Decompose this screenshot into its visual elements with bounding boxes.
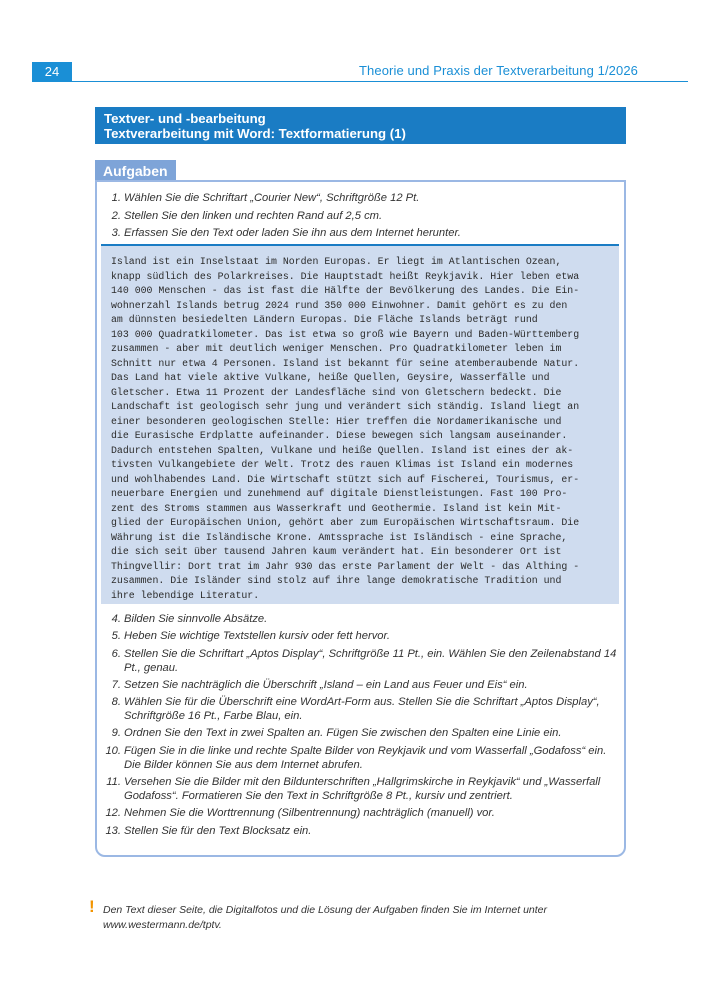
source-text-line: Dadurch entstehen Spalten, Vulkane und heiße Quellen. Island ist eines der ak- <box>111 444 574 456</box>
source-text-line: zusammen - aber mit deutlich weniger Menschen. Pro Quadratkilometer leben im <box>111 343 562 354</box>
task-item <box>97 695 617 723</box>
section-title <box>95 107 626 144</box>
task-text: Wählen Sie für die Überschrift eine WordArt-Form aus. Stellen Sie die Schriftart „Aptos Display“, Schriftgröße 16 Pt., Farbe Blau, ein. <box>124 696 600 723</box>
source-text-line: neuerbare Energien und zunehmend auf digitale Dienstleistungen. Fast 100 Pro- <box>111 488 568 499</box>
source-text-line: am dünnsten besiedelten Ländern Europas. Die Fläche Islands beträgt rund <box>111 314 538 325</box>
task-number: 12. <box>105 807 121 820</box>
footnote <box>89 897 553 932</box>
task-text: Stellen Sie den linken und rechten Rand auf 2,5 cm. <box>124 209 383 222</box>
source-text-line: glied der Europäischen Union, gehört aber zum Europäischen Wirtschaftsraum. Die <box>111 517 580 528</box>
task-text: Ordnen Sie den Text in zwei Spalten an. Fügen Sie zwischen den Spalten eine Linie ein. <box>124 727 562 740</box>
page-number: 24 <box>32 62 72 82</box>
task-list-bottom <box>97 612 617 841</box>
task-item <box>97 678 617 692</box>
footnote-text: Den Text dieser Seite, die Digitalfotos und die Lösung der Aufgaben finden Sie im Internet unter www.westermann.de/tptv. <box>103 904 548 931</box>
source-text-line: wohnerzahl Islands betrug 2024 rund 350 000 Einwohner. Damit gehört es zu den <box>111 299 568 311</box>
source-text-line: Währung ist die Isländische Krone. Amtssprache ist Isländisch - eine Sprache, <box>111 531 568 543</box>
task-text: Wählen Sie die Schriftart „Courier New“, Schriftgröße 12 Pt. <box>124 192 420 204</box>
source-text-line: ihre lebendige Literatur. <box>111 589 260 601</box>
source-text-line: knapp südlich des Polarkreises. Die Hauptstadt heißt Reykjavik. Hier leben etwa <box>111 270 580 282</box>
task-text: Erfassen Sie den Text oder laden Sie ihn aus dem Internet herunter. <box>124 227 461 239</box>
source-text-line: Das Land hat viele aktive Vulkane, heiße Quellen, Geysire, Wasserfälle und <box>111 372 550 383</box>
task-number: 7. <box>111 678 121 691</box>
task-item <box>97 190 617 208</box>
task-text: Nehmen Sie die Worttrennung (Silbentrennung) nachträglich (manuell) vor. <box>124 807 495 820</box>
task-item <box>97 775 617 803</box>
task-text: Setzen Sie nachträglich die Überschrift „Island – ein Land aus Feuer und Eis“ ein. <box>124 678 528 691</box>
tasks-label: Aufgaben <box>95 160 176 182</box>
task-number: 2. <box>111 209 121 222</box>
task-text: Stellen Sie die Schriftart „Aptos Display“, Schriftgröße 11 Pt., ein. Wählen Sie den Zeilenabstand 14 Pt., genau. <box>124 647 617 674</box>
task-list-top <box>97 190 617 243</box>
task-number: 8. <box>111 696 121 709</box>
running-title: Theorie und Praxis der Textverarbeitung 1/2026 <box>359 63 638 78</box>
source-text-line: tivsten Vulkangebiete der Welt. Trotz des rauen Klimas ist Island ein modernes <box>111 459 574 470</box>
task-item <box>97 806 617 820</box>
task-number: 1. <box>111 192 121 204</box>
source-text-line: einer besonderen geologischen Stelle: Hier treffen die Nordamerikanische und <box>111 415 562 427</box>
task-number: 3. <box>111 227 121 239</box>
source-text-line: Schnitt nur etwa 4 Personen. Island ist bekannt für seine atemberaubende Natur. <box>111 357 580 369</box>
source-text-panel <box>101 244 619 604</box>
task-item <box>97 824 617 838</box>
source-text-line: Thingvellir: Dort trat im Jahr 930 das erste Parlament der Welt - das Althing - <box>111 560 580 572</box>
source-text-line: zusammen. Die Isländer sind stolz auf ihre lange demokratische Tradition und <box>111 575 562 586</box>
source-text-line: 140 000 Menschen - das ist fast die Hälfte der Bevölkerung des Landes. Die Ein- <box>111 285 580 296</box>
task-text: Versehen Sie die Bilder mit den Bildunterschriften „Hallgrimskirche in Reykjavik“ und „Wasserfall Godafoss“. Formatieren Sie den Text in Schriftgröße 8 Pt., kursiv und zentriert. <box>124 776 601 803</box>
task-item <box>97 612 617 626</box>
task-number: 4. <box>111 613 121 625</box>
task-text: Bilden Sie sinnvolle Absätze. <box>124 613 268 625</box>
source-text-line: die sich seit über tausend Jahren kaum verändert hat. Ein besonderer Ort ist <box>111 546 562 557</box>
tasks-box <box>95 180 626 857</box>
task-text: Heben Sie wichtige Textstellen kursiv oder fett hervor. <box>124 630 390 643</box>
task-item <box>97 225 617 243</box>
task-text: Fügen Sie in die linke und rechte Spalte Bilder von Reykjavik und vom Wasserfall „Godafoss“ ein. Die Bilder können Sie aus dem Internet abrufen. <box>124 744 607 771</box>
task-number: 5. <box>111 630 121 643</box>
task-item <box>97 726 617 740</box>
section-title-line-1: Textver- und -bearbeitung <box>104 111 266 126</box>
task-number: 10. <box>105 744 121 757</box>
task-item <box>97 744 617 772</box>
source-text-line: Island ist ein Inselstaat im Norden Europas. Er liegt im Atlantischen Ozean, <box>111 256 562 267</box>
task-item <box>97 208 617 226</box>
task-item <box>97 629 617 643</box>
task-text: Stellen Sie für den Text Blocksatz ein. <box>124 824 312 837</box>
source-text-line: und wohlhabendes Land. Die Wirtschaft stützt sich auf Fischerei, Tourismus, er- <box>111 473 580 485</box>
source-text-line: Landschaft ist geologisch sehr jung und verändert sich ständig. Island liegt an <box>111 401 580 412</box>
task-number: 6. <box>111 647 121 660</box>
task-number: 11. <box>106 776 121 789</box>
section-title-line-2: Textverarbeitung mit Word: Textformatierung (1) <box>104 126 406 141</box>
exclamation-icon: ! <box>89 897 95 916</box>
source-text-line: Gletscher. Etwa 11 Prozent der Landesfläche sind von Gletschern bedeckt. Die <box>111 386 562 398</box>
header-rule <box>72 81 688 82</box>
task-item <box>97 647 617 675</box>
task-number: 13. <box>105 824 121 837</box>
source-text-line: die Eurasische Erdplatte aufeinander. Diese bewegen sich langsam auseinander. <box>111 430 568 441</box>
task-number: 9. <box>111 727 121 740</box>
source-text-line: zent des Stroms stammen aus Wasserkraft und Geothermie. Island ist kein Mit- <box>111 502 562 514</box>
source-text-line: 103 000 Quadratkilometer. Das ist etwa so groß wie Bayern und Baden-Württemberg <box>111 328 580 340</box>
